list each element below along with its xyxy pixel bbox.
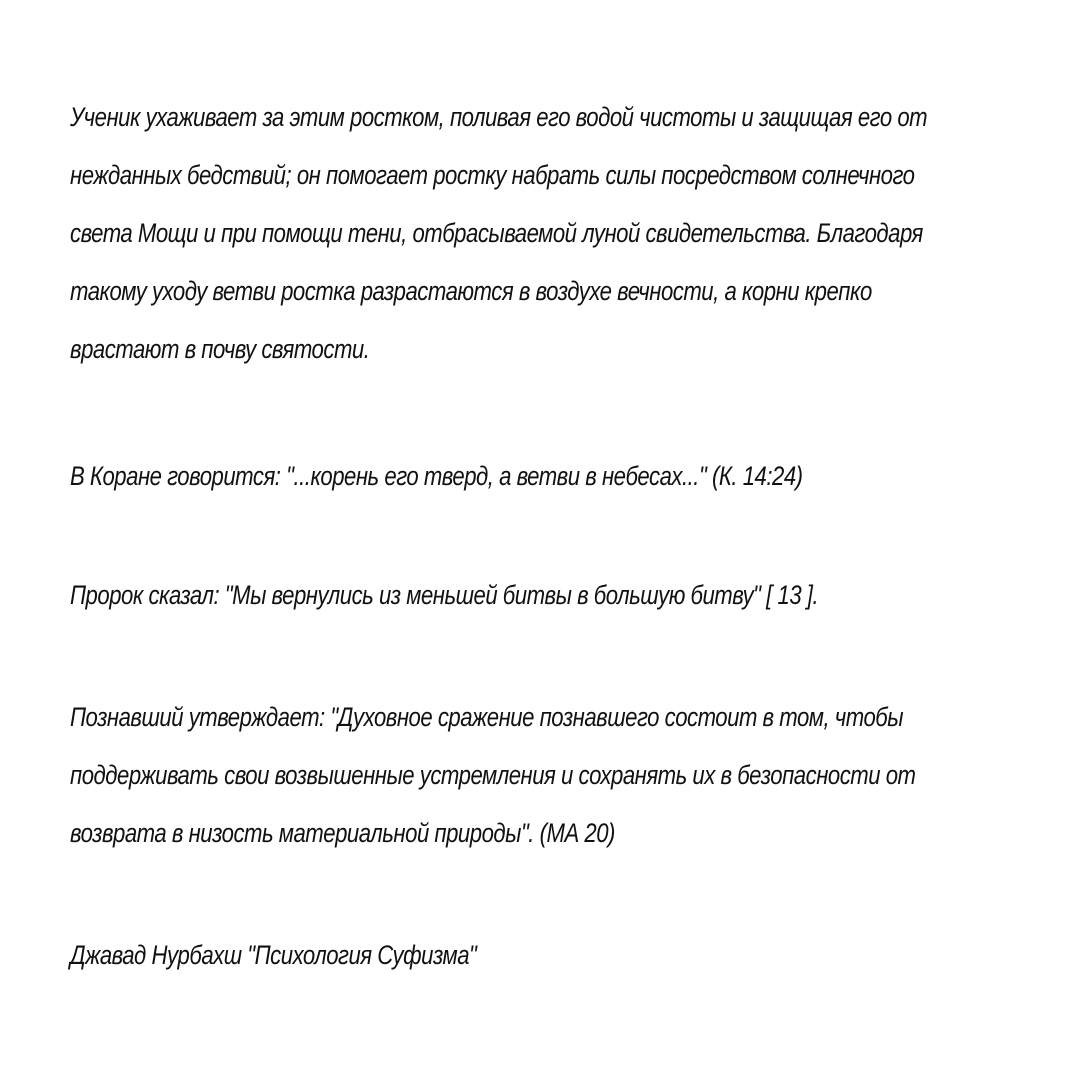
paragraph-line: нежданных бедствий; он помогает ростку набрать силы посредством солнечного (70, 160, 915, 190)
prophet-quote (70, 566, 841, 624)
paragraph-line: света Мощи и при помощи тени, отбрасываемой луной свидетельства. Благодаря (70, 218, 923, 248)
paragraph-line: врастают в почву святости. (70, 334, 370, 364)
quran-quote (70, 447, 841, 505)
paragraph-line: Ученик ухаживает за этим ростком, поливая его водой чистоты и защищая его от (70, 102, 928, 132)
quote-line: Пророк сказал: "Мы вернулись из меньшей битвы в большую битву" [ 13 ]. (70, 580, 819, 610)
paragraph-line: Познавший утверждает: "Духовное сражение познавшего состоит в том, чтобы (70, 702, 904, 732)
paragraph-line: такому уходу ветви ростка разрастаются в воздухе вечности, а корни крепко (70, 276, 872, 306)
attribution-line: Джавад Нурбахш "Психология Суфизма" (70, 940, 477, 970)
attribution (70, 926, 841, 984)
paragraph-disciple-care (70, 88, 928, 378)
paragraph-line: возврата в низость материальной природы". (МА 20) (70, 818, 615, 848)
gnostic-quote (70, 688, 916, 862)
quote-line: В Коране говорится: "...корень его тверд, а ветви в небесах..." (К. 14:24) (70, 461, 803, 491)
paragraph-line: поддерживать свои возвышенные устремления и сохранять их в безопасности от (70, 760, 916, 790)
